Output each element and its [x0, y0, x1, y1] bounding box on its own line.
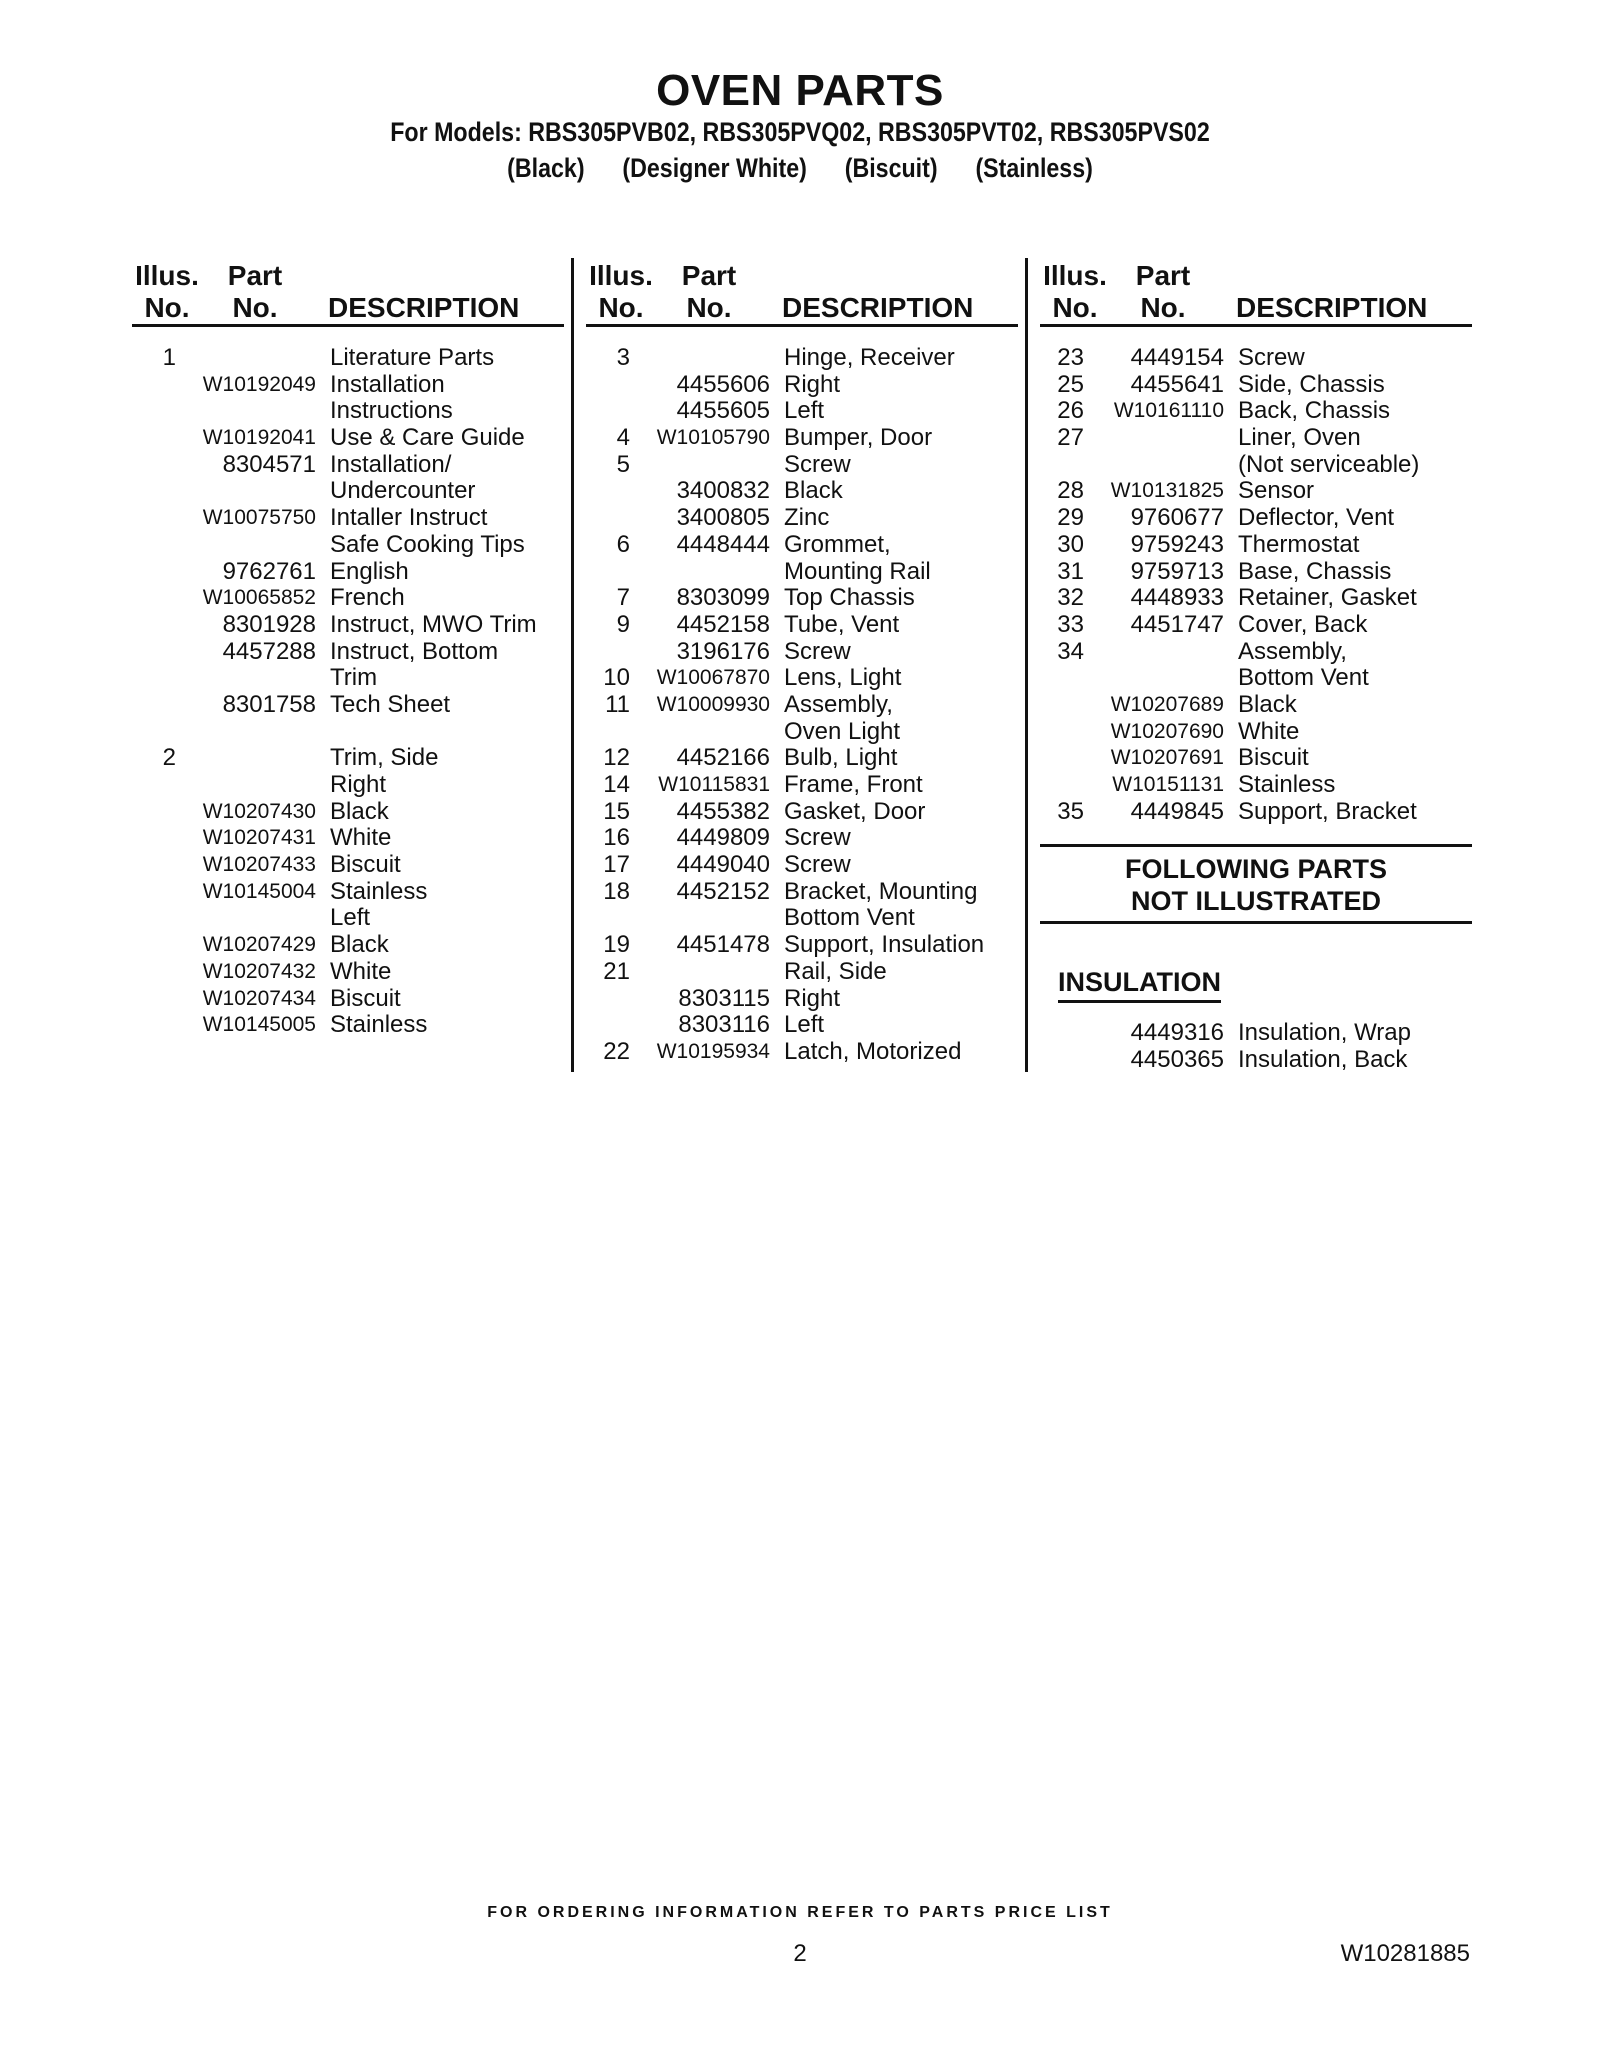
part-row: [586, 825, 1018, 852]
part-description: Installation: [330, 370, 445, 398]
part-description: French: [330, 584, 405, 612]
part-description: Instruct, MWO Trim: [330, 610, 537, 638]
ordering-note: FOR ORDERING INFORMATION REFER TO PARTS PRICE LIST: [487, 1904, 1113, 1921]
part-number: W10207431: [202, 826, 316, 850]
part-number: W10105790: [656, 426, 770, 450]
colors-line: [112, 152, 1488, 184]
part-description: Intaller Instruct: [330, 504, 488, 532]
part-row: [1040, 532, 1472, 559]
part-row: [1040, 425, 1472, 452]
document-number: W10281885: [1340, 1940, 1470, 1967]
part-description: Frame, Front: [784, 771, 923, 798]
color-label: (Black): [507, 153, 585, 183]
part-row: [1040, 612, 1472, 639]
part-description: Stainless: [1238, 771, 1336, 798]
part-number: W10161110: [1113, 399, 1224, 423]
illus-number: 6: [616, 530, 630, 558]
part-number: 9759713: [1130, 557, 1224, 585]
part-row: [586, 745, 1018, 772]
part-description: Trim, Side: [330, 744, 439, 772]
part-description: (Not serviceable): [1238, 450, 1420, 478]
part-row: [132, 398, 564, 425]
illus-number: 34: [1057, 637, 1084, 665]
part-description: Oven Light: [784, 717, 901, 745]
part-description: Screw: [1238, 344, 1305, 371]
part-description: Bottom Vent: [1238, 664, 1369, 692]
illus-header: Illus. No.: [135, 260, 199, 323]
part-number: W10145004: [202, 879, 316, 903]
illus-number: 4: [616, 424, 630, 452]
part-row: [132, 372, 564, 399]
part-number: W10067870: [656, 666, 770, 690]
part-row: [132, 425, 564, 452]
part-number: W10207434: [202, 986, 316, 1010]
part-number: W10207432: [202, 959, 316, 983]
part-description: Stainless: [330, 877, 428, 905]
part-header: Part No.: [1135, 260, 1191, 323]
part-row: [586, 959, 1018, 986]
part-row: [586, 692, 1018, 719]
illus-number: 12: [603, 744, 630, 772]
part-number: 4449040: [676, 851, 770, 879]
part-row: [1040, 559, 1472, 586]
part-number: W10009930: [656, 692, 770, 716]
part-description: Black: [330, 797, 389, 825]
parts-list: [586, 345, 1018, 1066]
part-description: Insulation, Wrap: [1238, 1019, 1411, 1046]
part-row: [586, 398, 1018, 425]
illus-number: 17: [603, 851, 630, 879]
part-number: 4452158: [676, 610, 770, 638]
part-row: [586, 372, 1018, 399]
color-label: (Biscuit): [844, 153, 938, 183]
part-row: [586, 532, 1018, 559]
part-row: [1040, 478, 1472, 505]
color-label: (Stainless): [975, 153, 1093, 183]
illus-number: 23: [1057, 344, 1084, 371]
part-number: W10207429: [202, 933, 316, 957]
part-description: Grommet,: [784, 530, 891, 558]
part-number: 8303115: [678, 984, 770, 1012]
part-row: [1040, 745, 1472, 772]
part-description: Hinge, Receiver: [784, 344, 955, 371]
part-row: [586, 665, 1018, 692]
illus-number: 32: [1057, 584, 1084, 612]
illus-number: 22: [603, 1037, 630, 1065]
part-description: Literature Parts: [330, 344, 495, 371]
page-title: OVEN PARTS: [656, 66, 944, 115]
part-number: 8301758: [222, 690, 316, 718]
part-description: Screw: [784, 637, 851, 665]
part-number: 4452166: [676, 744, 770, 772]
part-description: White: [330, 824, 392, 852]
part-number: 9762761: [222, 557, 316, 585]
part-row: [586, 559, 1018, 586]
part-row: [132, 959, 564, 986]
part-row: [132, 772, 564, 799]
part-description: English: [330, 557, 409, 585]
part-description: Deflector, Vent: [1238, 504, 1395, 532]
part-row: [132, 799, 564, 826]
part-row: [1040, 398, 1472, 425]
part-description: Right: [784, 370, 841, 398]
part-row: [132, 559, 564, 586]
part-number: 8303099: [676, 584, 770, 612]
illus-number: 19: [603, 931, 630, 959]
part-number: W10131825: [1110, 479, 1224, 503]
part-row: [1040, 692, 1472, 719]
part-description: Biscuit: [330, 851, 401, 879]
part-row: [132, 639, 564, 666]
part-description: Top Chassis: [784, 584, 915, 612]
page-number: 2: [793, 1940, 807, 1967]
part-number: W10207690: [1110, 719, 1224, 743]
illus-number: 26: [1057, 397, 1084, 425]
part-description: Tube, Vent: [784, 610, 900, 638]
parts-list: [1040, 345, 1472, 825]
part-description: Bottom Vent: [784, 904, 915, 932]
part-description: Left: [784, 397, 825, 425]
part-row: [586, 772, 1018, 799]
part-row: [132, 452, 564, 479]
part-description: Base, Chassis: [1238, 557, 1392, 585]
part-number: 4451747: [1130, 610, 1224, 638]
part-description: Biscuit: [1238, 744, 1309, 772]
part-row: [586, 585, 1018, 612]
part-row: [132, 745, 564, 772]
parts-column-3: [1040, 258, 1472, 825]
part-number: 4448933: [1130, 584, 1224, 612]
part-row: [1040, 1047, 1472, 1074]
part-number: W10151131: [1112, 773, 1224, 796]
part-number: W10207691: [1110, 746, 1224, 770]
part-row: [586, 799, 1018, 826]
part-description: Left: [784, 1011, 825, 1039]
part-description: Screw: [784, 851, 851, 879]
part-description: Use & Care Guide: [330, 424, 525, 452]
illus-header: Illus. No.: [589, 260, 653, 323]
part-description: Bracket, Mounting: [784, 877, 978, 905]
part-number: 4455382: [676, 797, 770, 825]
part-row: [132, 345, 564, 372]
part-row: [132, 665, 564, 692]
part-number: W10207433: [202, 853, 316, 877]
column-divider: [1025, 258, 1028, 1072]
color-label: (Designer White): [622, 153, 807, 183]
parts-column-2: [586, 258, 1018, 1066]
part-row: [586, 452, 1018, 479]
part-number: 4451478: [676, 931, 770, 959]
illus-number: 35: [1057, 797, 1084, 825]
part-row: [586, 719, 1018, 746]
part-number: 4449809: [676, 824, 770, 852]
part-description: Black: [1238, 690, 1297, 718]
part-row: [586, 1039, 1018, 1066]
illus-number: 2: [162, 744, 176, 772]
part-header: Part No.: [227, 260, 283, 323]
part-description: Assembly,: [784, 690, 893, 718]
parts-column-1: [132, 258, 564, 1039]
part-description: Lens, Light: [784, 664, 902, 692]
part-description: Bumper, Door: [784, 424, 933, 452]
part-number: 8301928: [222, 610, 316, 638]
illus-number: 16: [603, 824, 630, 852]
illus-number: 11: [605, 690, 630, 718]
part-row: [132, 692, 564, 719]
part-row: [1040, 719, 1472, 746]
part-number: 4449316: [1130, 1019, 1224, 1046]
part-number: 8304571: [222, 450, 316, 478]
part-row: [132, 932, 564, 959]
part-number: W10145005: [202, 1013, 316, 1037]
part-description: Black: [784, 477, 843, 505]
part-number: W10195934: [656, 1039, 770, 1063]
part-number: 4457288: [222, 637, 316, 665]
part-description: Assembly,: [1238, 637, 1347, 665]
part-description: Sensor: [1238, 477, 1315, 505]
part-number: 4452152: [676, 877, 770, 905]
part-number: 4455606: [676, 370, 770, 398]
description-header: DESCRIPTION: [328, 292, 520, 323]
part-description: Liner, Oven: [1238, 424, 1361, 452]
part-row: [1040, 372, 1472, 399]
illus-number: 31: [1057, 557, 1084, 585]
part-row: [1040, 772, 1472, 799]
part-number: 9759243: [1130, 530, 1224, 558]
illus-header: Illus. No.: [1043, 260, 1107, 323]
part-number: W10065852: [202, 586, 316, 610]
part-row: [1040, 639, 1472, 666]
illus-number: 28: [1057, 477, 1084, 505]
illus-number: 9: [616, 610, 630, 638]
part-description: Thermostat: [1238, 530, 1360, 558]
illus-number: 7: [616, 584, 630, 612]
part-description: Gasket, Door: [784, 797, 926, 825]
part-number: 4449154: [1130, 344, 1224, 371]
part-description: Biscuit: [330, 984, 401, 1012]
part-description: Screw: [784, 450, 851, 478]
part-description: Latch, Motorized: [784, 1037, 962, 1065]
part-description: Support, Insulation: [784, 931, 985, 959]
part-description: Side, Chassis: [1238, 370, 1385, 398]
part-description: Rail, Side: [784, 957, 887, 985]
part-description: White: [330, 957, 392, 985]
part-header: Part No.: [681, 260, 737, 323]
illus-number: 25: [1057, 370, 1084, 398]
part-number: W10192049: [202, 372, 316, 396]
part-row: [586, 905, 1018, 932]
part-number: 4455641: [1130, 370, 1224, 398]
part-row: [1040, 452, 1472, 479]
part-row: [132, 532, 564, 559]
part-row: [1040, 799, 1472, 826]
illus-number: 27: [1057, 424, 1084, 452]
description-header: DESCRIPTION: [782, 292, 974, 323]
part-description: Left: [330, 904, 371, 932]
part-description: Retainer, Gasket: [1238, 584, 1417, 612]
part-row: [132, 905, 564, 932]
description-header: DESCRIPTION: [1236, 292, 1428, 323]
illus-number: 15: [603, 797, 630, 825]
part-description: Insulation, Back: [1238, 1045, 1408, 1073]
part-row: [132, 719, 564, 746]
models-line: For Models: RBS305PVB02, RBS305PVQ02, RBS305PVT02, RBS305PVS02: [390, 117, 1210, 147]
part-number: W10075750: [202, 506, 316, 530]
illus-number: 18: [603, 877, 630, 905]
part-number: 3196176: [676, 637, 770, 665]
part-description: Right: [330, 771, 387, 798]
part-row: [132, 585, 564, 612]
part-row: [586, 505, 1018, 532]
part-description: Cover, Back: [1238, 610, 1368, 638]
part-row: [586, 612, 1018, 639]
part-row: [132, 478, 564, 505]
part-description: Installation/: [330, 450, 452, 478]
illus-number: 3: [616, 344, 630, 371]
part-row: [132, 1012, 564, 1039]
part-row: [586, 478, 1018, 505]
column-header: [1040, 258, 1472, 327]
part-number: 4450365: [1130, 1045, 1224, 1073]
insulation-list: [1040, 1020, 1472, 1073]
part-description: Undercounter: [330, 477, 476, 505]
illus-number: 5: [616, 450, 630, 478]
part-row: [586, 1012, 1018, 1039]
part-row: [1040, 585, 1472, 612]
parts-list: [132, 345, 564, 1039]
part-number: 3400832: [676, 477, 770, 505]
part-description: Instruct, Bottom: [330, 637, 499, 665]
part-number: 4448444: [676, 530, 770, 558]
part-row: [132, 612, 564, 639]
part-row: [1040, 505, 1472, 532]
part-description: Safe Cooking Tips: [330, 530, 525, 558]
part-number: W10207430: [202, 799, 316, 823]
part-row: [586, 345, 1018, 372]
illus-number: 10: [603, 664, 630, 692]
part-number: W10207689: [1110, 692, 1224, 716]
insulation-heading: INSULATION: [1058, 966, 1221, 1003]
part-number: 4449845: [1130, 797, 1224, 825]
part-row: [586, 639, 1018, 666]
part-number: 9760677: [1130, 504, 1224, 532]
part-number: W10192041: [202, 426, 316, 450]
part-row: [132, 879, 564, 906]
part-description: Black: [330, 931, 389, 959]
part-number: W10115831: [658, 773, 770, 796]
part-description: Stainless: [330, 1011, 428, 1039]
part-description: Bulb, Light: [784, 744, 898, 772]
part-description: Right: [784, 984, 841, 1012]
illus-number: 29: [1057, 504, 1084, 532]
part-description: Tech Sheet: [330, 690, 451, 718]
part-description: Back, Chassis: [1238, 397, 1391, 425]
column-header: [132, 258, 564, 327]
part-description: Mounting Rail: [784, 557, 931, 585]
part-row: [586, 852, 1018, 879]
part-row: [586, 425, 1018, 452]
column-header: [586, 258, 1018, 327]
part-number: 3400805: [676, 504, 770, 532]
part-row: [1040, 665, 1472, 692]
part-row: [132, 852, 564, 879]
part-row: [132, 825, 564, 852]
part-row: [132, 986, 564, 1013]
illus-number: 33: [1057, 610, 1084, 638]
part-description: Zinc: [784, 504, 830, 532]
illus-number: 30: [1057, 530, 1084, 558]
part-description: Trim: [330, 664, 378, 692]
column-divider: [571, 258, 574, 1072]
part-description: White: [1238, 717, 1300, 745]
part-row: [586, 932, 1018, 959]
part-description: Screw: [784, 824, 851, 852]
part-row: [1040, 345, 1472, 372]
part-row: [132, 505, 564, 532]
illus-number: 1: [162, 344, 176, 371]
part-row: [586, 986, 1018, 1013]
part-description: Instructions: [330, 397, 453, 425]
not-illustrated-heading: FOLLOWING PARTS NOT ILLUSTRATED: [1040, 844, 1472, 924]
part-number: 4455605: [676, 397, 770, 425]
part-row: [586, 879, 1018, 906]
illus-number: 14: [603, 771, 630, 798]
illus-number: 21: [603, 957, 630, 985]
part-row: [1040, 1020, 1472, 1047]
part-description: Support, Bracket: [1238, 797, 1417, 825]
part-number: 8303116: [678, 1011, 770, 1039]
